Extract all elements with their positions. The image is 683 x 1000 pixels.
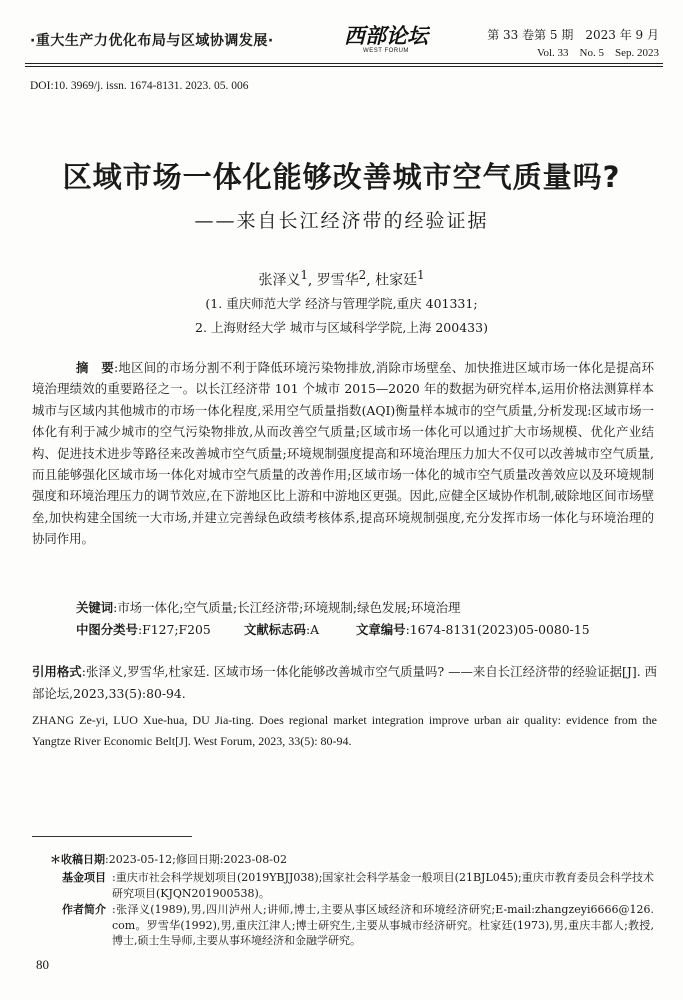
volume-info-cn: 第 33 卷第 5 期 2023 年 9 月: [487, 28, 659, 42]
document-code-value: :A: [305, 622, 320, 637]
author-name: 张泽义: [258, 272, 301, 289]
keywords: [76, 598, 460, 616]
received-date: [50, 852, 650, 868]
header-rule-thin: [25, 66, 663, 67]
fund-value: :重庆市社会科学规划项目(2019YBJJ038);国家社会科学基金一般项目(21BJL045);重庆市教育委员会科学技术研究项目(KJQN201900538)。: [112, 871, 654, 900]
page-number: 80: [36, 957, 49, 972]
keywords-label: 关键词: [76, 600, 114, 615]
author-affiliation-mark: 2: [358, 268, 367, 282]
footnote-rule: [32, 836, 192, 837]
author-name: 罗雪华: [316, 272, 359, 289]
journal-logo: [342, 22, 430, 56]
citation-cn: [32, 661, 657, 705]
series-title: ·重大生产力优化布局与区域协调发展·: [30, 33, 274, 49]
received-value: :2023-05-12;修回日期:2023-08-02: [105, 853, 287, 866]
article-number-value: :1674-8131(2023)05-0080-15: [405, 622, 590, 637]
fund-label: 基金项目: [62, 871, 106, 884]
citation-en: ZHANG Ze-yi, LUO Xue-hua, DU Jia-ting. Does regional market integration improve urban air quality: evidence from the Yangtze River Economic Belt[J]. West Forum, 2023, 33(5): 80-94.: [32, 713, 657, 748]
author-bio-label: 作者简介: [62, 903, 106, 916]
author-name: 杜家廷: [375, 272, 418, 289]
author-affiliation-mark: 1: [300, 268, 308, 282]
abstract: [32, 357, 654, 550]
logo-brush-icon: [342, 22, 430, 48]
abstract-text: :地区间的市场分割不利于降低环境污染物排放,消除市场壁垒、加快推进区域市场一体化是提高环境治理绩效的重要路径之一。以长江经济带 101 个城市 2015—2020 年的数据为研究样本,运用价格法测算样本城市与区域内其他城市的市场一体化程度,采用空气质量指数(AQI)衡量样本城市的空气质量,分析发现:区域市场一体化有利于减少城市的空气污染物排放,从而改善空气质量;区域市场一体化可以通过扩大市场规模、优化产业结构、促进技术进步等路径来改善城市空气质量;环境规制强度提高和环境治理压力加大不仅可以改善城市空气质量,而且能够强化区域市场一体化对城市空气质量的改善作用;区域市场一体化的城市空气质量改善效应以及环境规制强度和环境治理压力的调节效应,在下游地区比上游和中游地区更强。因此,应健全区域协作机制,破除地区间市场壁垒,加快构建全国统一大市场,并建立完善绿色政绩考核体系,提高环境规制强度,充分发挥市场一体化与环境治理的协同作用。: [32, 360, 654, 547]
received-label: ＊收稿日期: [50, 853, 105, 866]
author-separator: ,: [366, 272, 371, 289]
keywords-text: :市场一体化;空气质量;长江经济带;环境规制;绿色发展;环境治理: [113, 600, 461, 615]
header-rule: [25, 63, 663, 64]
affiliation-2: 2. 上海财经大学 城市与区域科学学院,上海 200433): [195, 320, 488, 335]
clc-value: :F127;F205: [137, 622, 211, 637]
author-list: [0, 268, 683, 290]
clc-number: [76, 620, 211, 638]
paper-title: 区域市场一体化能够改善城市空气质量吗?: [62, 160, 621, 194]
article-number-label: 文章编号: [356, 622, 406, 637]
document-code: [244, 620, 319, 638]
logo-english: WEST FORUM: [363, 48, 409, 54]
article-number: [356, 620, 590, 638]
paper-subtitle: ——来自长江经济带的经验证据: [194, 210, 489, 232]
citation-label: 引用格式: [32, 664, 82, 679]
document-code-label: 文献标志码: [244, 622, 306, 637]
svg-text:西部论坛: 西部论坛: [344, 23, 428, 48]
citation-cn-text: :张泽义,罗雪华,杜家廷. 区域市场一体化能够改善城市空气质量吗? ——来自长江经济带的经验证据[J]. 西部论坛,2023,33(5):80-94.: [32, 664, 658, 701]
abstract-label: 摘 要: [76, 360, 114, 375]
doi: DOI:10. 3969/j. issn. 1674-8131. 2023. 05. 006: [30, 80, 249, 92]
affiliation-1: (1. 重庆师范大学 经济与管理学院,重庆 401331;: [205, 296, 478, 311]
clc-label: 中图分类号: [76, 622, 138, 637]
author-separator: ,: [307, 272, 313, 289]
volume-info-en: Vol. 33 No. 5 Sep. 2023: [536, 47, 659, 59]
author-bio-value: :张泽义(1989),男,四川泸州人;讲师,博士,主要从事区域经济和环境经济研究;E-mail:zhangzeyi6666@126. com。罗雪华(1992),男,重庆江津人;博士研究生,主要从事城市经济研究。杜家廷(1973),男,重庆丰都人;教授,博士,硕士生导师,主要从事环境经济和金融学研究。: [112, 903, 654, 947]
author-affiliation-mark: 1: [417, 268, 425, 282]
